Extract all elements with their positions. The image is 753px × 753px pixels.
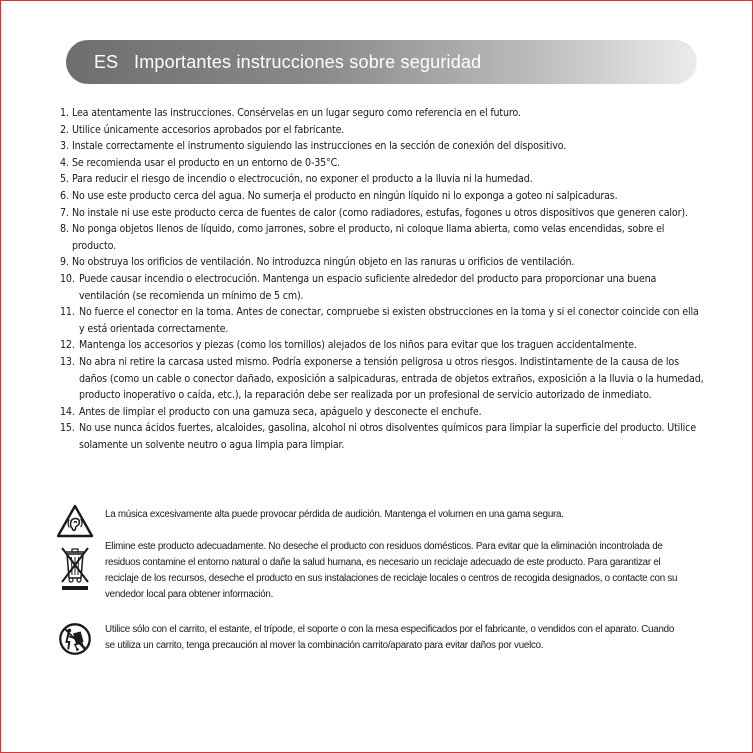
instruction-text: Mantenga los accesorios y piezas (como los tornillos) alejados de los niños para evitar que los traguen accidentalmente.	[79, 339, 637, 352]
instruction-text: Para reducir el riesgo de incendio o electrocución, no exponer el producto a la lluvia ni la humedad.	[72, 173, 533, 186]
instruction-text: No use nunca ácidos fuertes, alcaloides, gasolina, alcohol ni otros disolventes químicos para limpiar la superficie del producto. Utilice solamente un solvente neutro o agua limpia para limpiar.	[79, 422, 696, 451]
instruction-text: Utilice únicamente accesorios aprobados por el fabricante.	[72, 123, 345, 136]
instruction-item	[60, 254, 705, 271]
instruction-number: 13.	[60, 355, 75, 368]
instruction-text: Puede causar incendio o electrocución. Mantenga un espacio suficiente alrededor del producto para proporcionar una buena ventilación (se recomienda un mínimo de 5 cm).	[79, 272, 657, 302]
instruction-text: Instale correctamente el instrumento siguiendo las instrucciones en la sección de conexión del dispositivo.	[72, 140, 567, 153]
instruction-number: 3.	[60, 140, 69, 153]
instruction-text: Se recomienda usar el producto en un entorno de 0-35°C.	[72, 156, 341, 169]
instruction-number: 12.	[60, 339, 75, 352]
instruction-number: 14.	[60, 405, 75, 418]
disposal-notice-text: Elimine este producto adecuadamente. No deseche el producto con residuos domésticos. Para evitar que la eliminación incontrolada de residuos contamine el entorno natural o dañe la salud humana, es necesario un reciclaje adecuado de este producto. Para garantizar el reciclaje de los recursos, deseche el producto en sus instalaciones de reciclaje locales o centros de recogida designados, o contacte con su vendedor local para obtener información.	[105, 541, 678, 600]
instruction-text: No ponga objetos llenos de líquido, como jarrones, sobre el producto, ni coloque llama abierta, como velas encendidas, sobre el producto.	[72, 223, 665, 252]
instruction-item	[60, 105, 705, 122]
instruction-item	[60, 155, 705, 172]
cart-tip-over-icon	[56, 621, 94, 659]
instruction-item	[60, 205, 705, 222]
instruction-number: 8.	[60, 223, 69, 236]
instruction-number: 1.	[60, 107, 69, 119]
hearing-warning-icon	[56, 503, 94, 543]
instruction-number: 5.	[60, 173, 69, 186]
instruction-item	[60, 304, 705, 337]
instruction-number: 15.	[60, 422, 75, 435]
instruction-text: No obstruya los orificios de ventilación. No introduzca ningún objeto en las ranuras u orificios de ventilación.	[72, 256, 575, 269]
cart-notice	[56, 621, 685, 659]
instruction-text: No fuerce el conector en la toma. Antes de conectar, compruebe si existen obstrucciones en la toma y si el conector coincide con ella y está orientada correctamente.	[79, 306, 699, 335]
disposal-notice	[56, 540, 685, 603]
instruction-text: No abra ni retire la carcasa usted mismo. Podría exponerse a tensión peligrosa u otros riesgos. Indistintamente de la causa de los daños (como un cable o conector dañado, exposición a salpicaduras, entrada de objetos extraños, exposición a la lluvia o la humedad, producto inoperativo o caída, etc.), la reparación debe ser realizada por un profesional de servicio autorizado de inmediato.	[79, 355, 704, 402]
instruction-item	[60, 188, 705, 205]
safety-instructions-list	[60, 105, 705, 453]
instruction-item	[60, 271, 705, 304]
instruction-item	[60, 354, 705, 404]
instruction-text: No use este producto cerca del agua. No sumerja el producto en ningún líquido ni lo exponga a goteo ni salpicaduras.	[72, 189, 618, 202]
instruction-number: 2.	[60, 123, 69, 136]
instruction-number: 4.	[60, 156, 69, 169]
instruction-item	[60, 420, 705, 453]
instruction-item	[60, 221, 705, 254]
instruction-text: Lea atentamente las instrucciones. Consérvelas en un lugar seguro como referencia en el futuro.	[72, 107, 521, 119]
instruction-number: 9.	[60, 256, 69, 269]
hearing-notice-text: La música excesivamente alta puede provocar pérdida de audición. Mantenga el volumen en una gama segura.	[105, 509, 564, 520]
instruction-number: 10.	[60, 272, 75, 285]
instruction-text: No instale ni use este producto cerca de fuentes de calor (como radiadores, estufas, fogones u otros dispositivos que generen calor).	[72, 206, 688, 219]
language-code: ES	[94, 51, 119, 72]
cart-notice-text: Utilice sólo con el carrito, el estante, el trípode, el soporte o con la mesa especificados por el fabricante, o vendidos con el aparato. Cuando se utiliza un carrito, tenga precaución al mover la combinación carrito/aparato para evitar daños por vuelco.	[105, 624, 675, 651]
instruction-number: 11.	[60, 306, 75, 319]
hearing-notice	[56, 503, 685, 543]
instruction-item	[60, 404, 705, 421]
section-header-banner	[66, 40, 697, 84]
instruction-item	[60, 337, 705, 354]
instruction-item	[60, 122, 705, 139]
instruction-item	[60, 171, 705, 188]
weee-bin-icon	[56, 540, 94, 594]
instruction-number: 7.	[60, 206, 69, 219]
instruction-item	[60, 138, 705, 155]
instruction-text: Antes de limpiar el producto con una gamuza seca, apáguelo y desconecte el enchufe.	[79, 405, 482, 418]
page-title: Importantes instrucciones sobre seguridad	[134, 51, 482, 72]
instruction-number: 6.	[60, 189, 69, 202]
